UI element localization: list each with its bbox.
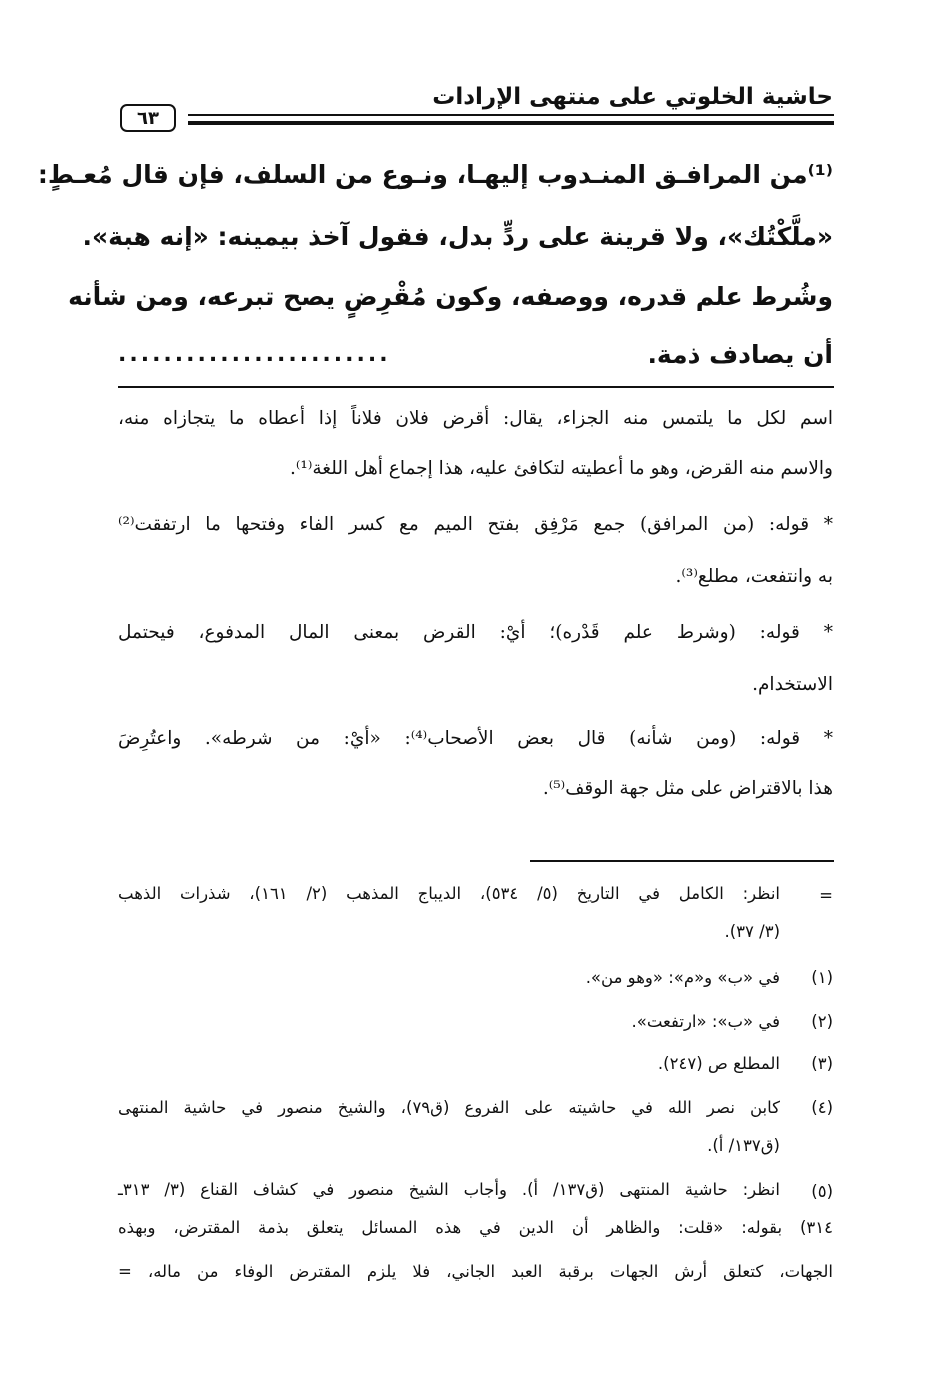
footnote-continuation-mark: = bbox=[819, 886, 833, 905]
section-separator bbox=[118, 386, 834, 388]
commentary-line: اسم لكل ما يلتمس منه الجزاء، يقال: أقرض فلان فلاناً إذا أعطاه ما يتجازاه منه، bbox=[118, 408, 833, 429]
footnote-line: في «ب»: «ارتفعت». bbox=[631, 1012, 780, 1031]
footnote-number: (٥) bbox=[811, 1182, 833, 1201]
footnote-line: (٣/ ٣٧). bbox=[724, 922, 780, 941]
footnote-line: ٣١٤) بقوله: «قلت: والظاهر أن الدين في هذه المسائل يتعلق بذمة المقترض، وبهذه bbox=[118, 1218, 833, 1237]
footnote-number: (٤) bbox=[811, 1098, 833, 1117]
header-rule-thin bbox=[188, 114, 834, 116]
main-text-line: أن يصادف ذمة. bbox=[647, 340, 833, 369]
commentary-line: * قوله: (من المرافق) جمع مَرْفِق بفتح الميم مع كسر الفاء وفتحها ما ارتفقت⁽²⁾ bbox=[118, 514, 833, 535]
commentary-line: هذا بالاقتراض على مثل جهة الوقف⁽⁵⁾. bbox=[542, 778, 833, 799]
page-number-box: ٦٣ bbox=[120, 104, 176, 132]
footnote-line: انظر: حاشية المنتهى (ق١٣٧/ أ). وأجاب الشيخ منصور في كشاف القناع (٣/ ٣١٣ـ bbox=[118, 1180, 780, 1199]
footnote-line: كابن نصر الله في حاشيته على الفروع (ق٧٩)، والشيخ منصور في حاشية المنتهى bbox=[118, 1098, 780, 1117]
footnote-line: (ق١٣٧/ أ). bbox=[707, 1136, 780, 1155]
footnote-line: الجهات، كتعلق أرش الجهات برقبة العبد الجاني، فلا يلزم المقترض الوفاء من ماله، = bbox=[118, 1262, 833, 1281]
commentary-line: * قوله: (وشرط علم قَدْره)؛ أيْ: القرض بمعنى المال المدفوع، فيحتمل bbox=[118, 622, 833, 643]
footnote-separator bbox=[530, 860, 834, 862]
commentary-line: * قوله: (ومن شأنه) قال بعض الأصحاب⁽⁴⁾: «أيْ: من شرطه». واعتُرِضَ bbox=[118, 728, 833, 749]
footnote-number: (١) bbox=[811, 968, 833, 987]
footnote-number: (٣) bbox=[811, 1054, 833, 1073]
commentary-line: والاسم منه القرض، وهو ما أعطيته لتكافئ عليه، هذا إجماع أهل اللغة⁽¹⁾. bbox=[289, 458, 833, 479]
main-text-line: وشُرط علم قدره، ووصفه، وكون مُقْرِضٍ يصح تبرعه، ومن شأنه bbox=[68, 282, 833, 311]
footnote-number: (٢) bbox=[811, 1012, 833, 1031]
running-title: حاشية الخلوتي على منتهى الإرادات bbox=[432, 84, 833, 110]
commentary-line: الاستخدام. bbox=[752, 674, 833, 695]
main-text-line: «ملَّكْتُك»، ولا قرينة على ردٍّ بدل، فقول آخذ بيمينه: «إنه هبة». bbox=[82, 222, 833, 251]
footnote-line: انظر: الكامل في التاريخ (٥/ ٥٣٤)، الديباج المذهب (٢/ ١٦١)، شذرات الذهب bbox=[118, 884, 780, 903]
main-text-line: ⁽¹⁾من المرافـق المنـدوب إليهـا، ونـوع من السلف، فإن قال مُعـطٍ: bbox=[37, 160, 833, 189]
footnote-line: المطلع ص (٢٤٧). bbox=[657, 1054, 780, 1073]
header-rule-thick bbox=[188, 121, 834, 125]
ellipsis-dots: ........................ bbox=[118, 342, 391, 367]
footnote-line: في «ب» و«م»: «وهو من». bbox=[585, 968, 780, 987]
commentary-line: به وانتفعت، مطلع⁽³⁾. bbox=[675, 566, 833, 587]
